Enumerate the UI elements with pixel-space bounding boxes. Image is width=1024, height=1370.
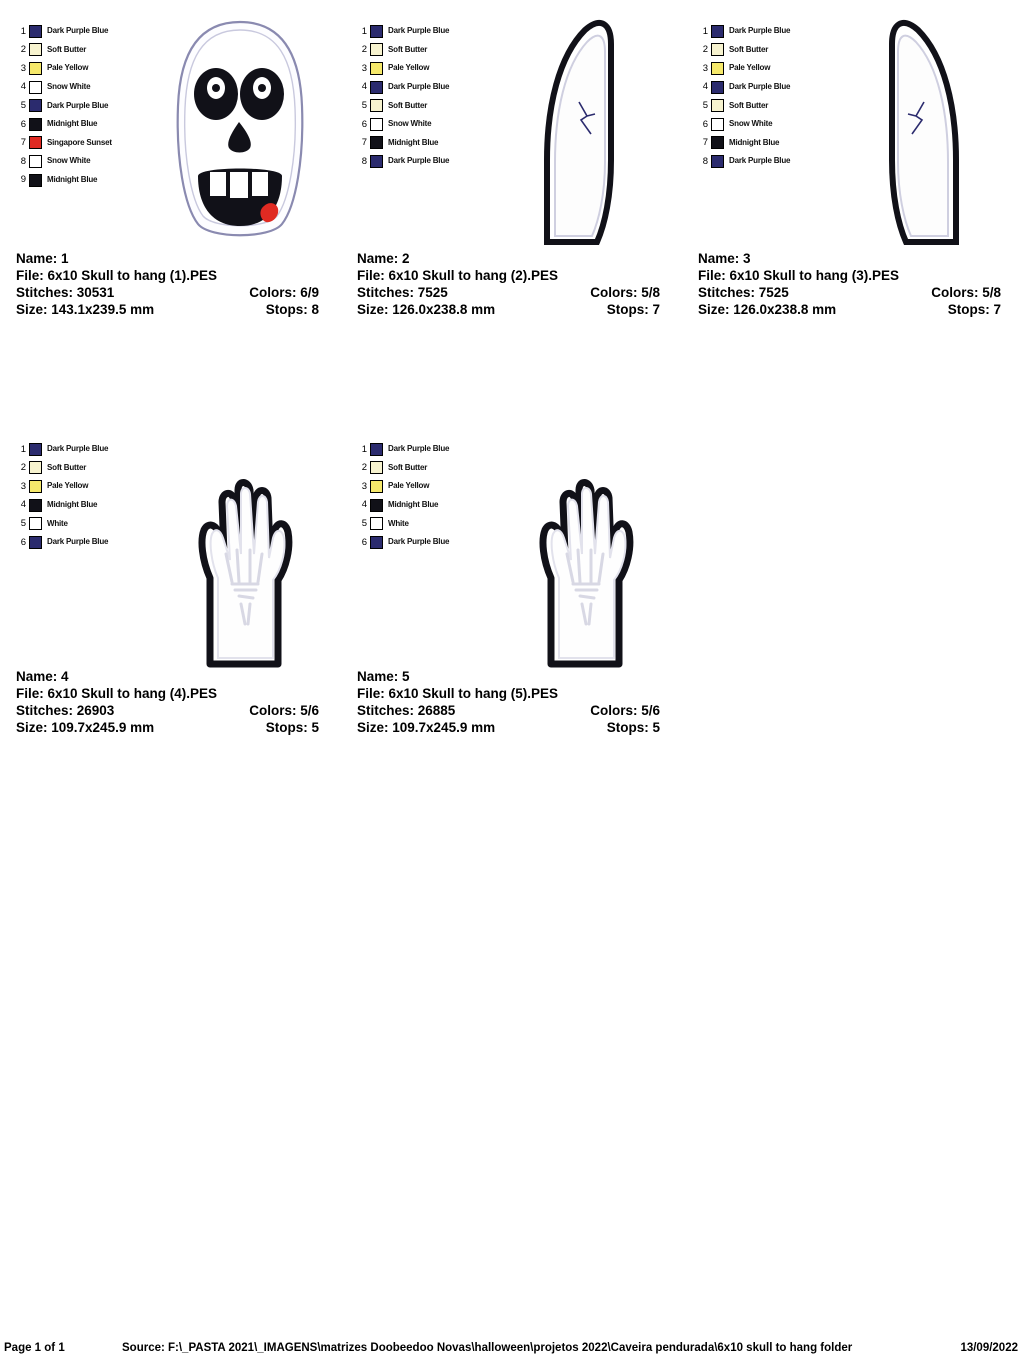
design-name-value: Name: 4 <box>16 669 69 684</box>
design-size-value: Size: 126.0x238.8 mm <box>357 302 496 317</box>
legend-color-name: Midnight Blue <box>729 137 780 147</box>
legend-index: 8 <box>20 155 26 167</box>
design-file <box>357 685 672 702</box>
legend-color-name: Dark Purple Blue <box>47 100 109 110</box>
page-footer <box>0 1342 1024 1362</box>
legend-row <box>16 496 146 515</box>
legend-row <box>16 152 146 171</box>
legend-color-name: Pale Yellow <box>388 63 430 73</box>
legend-index: 1 <box>20 25 26 37</box>
legend-color-name: Soft Butter <box>729 44 769 54</box>
legend-row <box>357 477 487 496</box>
legend-row <box>357 134 487 153</box>
design-stops: Stops: 5 <box>265 720 319 735</box>
design-stitches-value: Stitches: 7525 <box>698 285 789 300</box>
bone-artwork <box>481 10 681 250</box>
legend-index: 3 <box>20 62 26 74</box>
design-info <box>341 668 682 736</box>
design-file <box>16 267 331 284</box>
color-legend <box>698 22 828 171</box>
legend-color-name: Pale Yellow <box>47 481 89 491</box>
legend-color-name: Soft Butter <box>388 100 428 110</box>
footer-date: 13/09/2022 <box>960 1342 1018 1354</box>
design-stitches-value: Stitches: 26885 <box>357 703 456 718</box>
design-card <box>341 418 682 736</box>
legend-row <box>16 59 146 78</box>
legend-color-swatch <box>29 136 42 149</box>
design-row-1 <box>0 0 1024 318</box>
design-name-value: Name: 5 <box>357 669 410 684</box>
design-artwork-area <box>341 418 682 668</box>
legend-index: 2 <box>20 462 26 474</box>
design-name-value: Name: 3 <box>698 251 751 266</box>
legend-color-swatch <box>29 155 42 168</box>
design-colors: Colors: 5/6 <box>590 703 660 718</box>
legend-index: 2 <box>361 462 367 474</box>
legend-color-swatch <box>370 99 383 112</box>
legend-row <box>698 96 828 115</box>
legend-color-swatch <box>711 81 724 94</box>
legend-row <box>357 459 487 478</box>
legend-index: 6 <box>20 536 26 548</box>
legend-index: 1 <box>361 443 367 455</box>
legend-row <box>16 533 146 552</box>
legend-color-name: Dark Purple Blue <box>729 82 791 92</box>
design-card <box>682 0 1023 318</box>
design-name <box>698 250 1013 267</box>
legend-color-name: Snow White <box>388 119 432 129</box>
legend-color-name: Snow White <box>47 82 91 92</box>
legend-index: 4 <box>20 499 26 511</box>
legend-color-name: Dark Purple Blue <box>388 26 450 36</box>
design-name <box>16 668 331 685</box>
legend-color-name: Soft Butter <box>47 462 87 472</box>
legend-index: 6 <box>702 118 708 130</box>
legend-color-swatch <box>29 517 42 530</box>
legend-color-name: Dark Purple Blue <box>388 156 450 166</box>
design-preview <box>140 428 340 668</box>
legend-row <box>357 22 487 41</box>
legend-color-swatch <box>29 43 42 56</box>
legend-index: 4 <box>702 81 708 93</box>
design-artwork-area <box>0 0 341 250</box>
legend-color-name: Dark Purple Blue <box>388 537 450 547</box>
legend-row <box>16 22 146 41</box>
hand-artwork <box>140 428 340 668</box>
legend-color-swatch <box>370 25 383 38</box>
legend-color-swatch <box>711 155 724 168</box>
legend-color-name: Singapore Sunset <box>47 137 112 147</box>
legend-color-name: Midnight Blue <box>388 500 439 510</box>
legend-color-swatch <box>711 25 724 38</box>
design-stitches <box>16 702 331 719</box>
design-file-value: File: 6x10 Skull to hang (1).PES <box>16 268 218 283</box>
design-preview <box>140 10 340 250</box>
color-legend <box>16 22 146 189</box>
legend-color-swatch <box>29 536 42 549</box>
legend-row <box>16 134 146 153</box>
legend-index: 4 <box>361 81 367 93</box>
legend-row <box>16 78 146 97</box>
legend-color-swatch <box>29 480 42 493</box>
legend-row <box>698 41 828 60</box>
legend-row <box>16 171 146 190</box>
design-colors: Colors: 5/6 <box>249 703 319 718</box>
legend-index: 7 <box>361 137 367 149</box>
legend-color-swatch <box>711 99 724 112</box>
legend-color-name: Soft Butter <box>388 44 428 54</box>
design-stops: Stops: 8 <box>265 302 319 317</box>
design-stitches <box>698 284 1013 301</box>
design-file <box>357 267 672 284</box>
legend-color-swatch <box>370 461 383 474</box>
design-artwork-area <box>682 0 1023 250</box>
legend-color-swatch <box>370 517 383 530</box>
legend-index: 5 <box>20 99 26 111</box>
design-file-value: File: 6x10 Skull to hang (3).PES <box>698 268 900 283</box>
legend-color-swatch <box>711 136 724 149</box>
legend-color-swatch <box>711 43 724 56</box>
design-file <box>698 267 1013 284</box>
legend-color-name: Midnight Blue <box>47 175 98 185</box>
legend-color-name: Midnight Blue <box>47 500 98 510</box>
design-preview <box>822 10 1022 250</box>
color-legend <box>357 440 487 552</box>
legend-index: 1 <box>702 25 708 37</box>
legend-color-swatch <box>370 155 383 168</box>
design-size-value: Size: 109.7x245.9 mm <box>16 720 155 735</box>
design-file <box>16 685 331 702</box>
legend-index: 7 <box>702 137 708 149</box>
legend-color-name: Dark Purple Blue <box>47 444 109 454</box>
legend-color-swatch <box>370 62 383 75</box>
legend-color-swatch <box>29 174 42 187</box>
legend-index: 5 <box>361 99 367 111</box>
legend-index: 5 <box>702 99 708 111</box>
legend-index: 8 <box>702 155 708 167</box>
legend-color-name: Dark Purple Blue <box>47 537 109 547</box>
legend-color-swatch <box>711 62 724 75</box>
design-info <box>0 668 341 736</box>
design-size <box>357 301 672 318</box>
design-name <box>357 250 672 267</box>
design-row-2 <box>0 418 1024 736</box>
legend-color-swatch <box>370 81 383 94</box>
legend-index: 6 <box>20 118 26 130</box>
legend-index: 3 <box>361 62 367 74</box>
design-stitches-value: Stitches: 30531 <box>16 285 115 300</box>
design-colors: Colors: 5/8 <box>590 285 660 300</box>
legend-row <box>357 152 487 171</box>
design-info <box>341 250 682 318</box>
design-preview <box>481 428 681 668</box>
design-card <box>0 418 341 736</box>
legend-index: 1 <box>361 25 367 37</box>
design-size <box>16 719 331 736</box>
legend-color-swatch <box>711 118 724 131</box>
legend-color-name: Dark Purple Blue <box>729 26 791 36</box>
legend-index: 2 <box>702 44 708 56</box>
design-size-value: Size: 126.0x238.8 mm <box>698 302 837 317</box>
design-stitches-value: Stitches: 26903 <box>16 703 115 718</box>
design-artwork-area <box>341 0 682 250</box>
hand-artwork <box>481 428 681 668</box>
legend-row <box>357 41 487 60</box>
legend-index: 3 <box>20 480 26 492</box>
design-name <box>16 250 331 267</box>
legend-row <box>357 96 487 115</box>
legend-color-swatch <box>29 99 42 112</box>
legend-row <box>698 134 828 153</box>
skull-artwork <box>140 10 340 250</box>
legend-row <box>16 477 146 496</box>
design-stitches <box>357 702 672 719</box>
legend-row <box>16 440 146 459</box>
design-name <box>357 668 672 685</box>
design-info <box>682 250 1023 318</box>
bone-artwork <box>822 10 1022 250</box>
legend-index: 7 <box>20 137 26 149</box>
legend-row <box>16 115 146 134</box>
legend-color-name: Midnight Blue <box>47 119 98 129</box>
design-stitches <box>357 284 672 301</box>
footer-source-path: Source: F:\_PASTA 2021\_IMAGENS\matrizes Doobeedoo Novas\halloween\projetos 2022\Caveira pendurada\6x10 skull to hang folder <box>122 1342 853 1354</box>
legend-color-name: Dark Purple Blue <box>47 26 109 36</box>
design-name-value: Name: 1 <box>16 251 69 266</box>
design-size-value: Size: 143.1x239.5 mm <box>16 302 155 317</box>
design-stops: Stops: 7 <box>947 302 1001 317</box>
legend-color-swatch <box>29 443 42 456</box>
legend-index: 1 <box>20 443 26 455</box>
legend-color-swatch <box>370 480 383 493</box>
legend-color-name: Pale Yellow <box>47 63 89 73</box>
legend-index: 8 <box>361 155 367 167</box>
design-size <box>16 301 331 318</box>
legend-row <box>16 514 146 533</box>
legend-color-swatch <box>370 536 383 549</box>
legend-row <box>16 41 146 60</box>
legend-color-swatch <box>29 118 42 131</box>
legend-color-name: Pale Yellow <box>388 481 430 491</box>
legend-row <box>698 59 828 78</box>
legend-color-name: Pale Yellow <box>729 63 771 73</box>
legend-row <box>698 115 828 134</box>
legend-row <box>16 459 146 478</box>
design-stitches <box>16 284 331 301</box>
legend-index: 2 <box>361 44 367 56</box>
legend-index: 5 <box>361 517 367 529</box>
legend-color-name: White <box>47 518 68 528</box>
legend-row <box>357 78 487 97</box>
legend-color-name: Soft Butter <box>388 462 428 472</box>
design-stitches-value: Stitches: 7525 <box>357 285 448 300</box>
legend-row <box>357 533 487 552</box>
legend-color-swatch <box>29 461 42 474</box>
legend-row <box>698 78 828 97</box>
design-preview <box>481 10 681 250</box>
legend-index: 4 <box>20 81 26 93</box>
design-size <box>357 719 672 736</box>
legend-row <box>357 115 487 134</box>
legend-index: 5 <box>20 517 26 529</box>
legend-row <box>698 22 828 41</box>
legend-color-name: White <box>388 518 409 528</box>
design-file-value: File: 6x10 Skull to hang (2).PES <box>357 268 559 283</box>
design-colors: Colors: 5/8 <box>931 285 1001 300</box>
legend-color-swatch <box>370 43 383 56</box>
legend-color-swatch <box>29 62 42 75</box>
legend-row <box>357 496 487 515</box>
color-legend <box>357 22 487 171</box>
legend-row <box>698 152 828 171</box>
legend-row <box>357 514 487 533</box>
legend-color-name: Dark Purple Blue <box>729 156 791 166</box>
legend-color-name: Midnight Blue <box>388 137 439 147</box>
legend-row <box>357 59 487 78</box>
legend-color-name: Soft Butter <box>47 44 87 54</box>
design-size-value: Size: 109.7x245.9 mm <box>357 720 496 735</box>
legend-row <box>357 440 487 459</box>
legend-index: 3 <box>361 480 367 492</box>
design-size <box>698 301 1013 318</box>
design-file-value: File: 6x10 Skull to hang (4).PES <box>16 686 218 701</box>
legend-color-name: Dark Purple Blue <box>388 82 450 92</box>
design-name-value: Name: 2 <box>357 251 410 266</box>
legend-color-swatch <box>29 81 42 94</box>
legend-index: 4 <box>361 499 367 511</box>
legend-color-name: Snow White <box>729 119 773 129</box>
design-stops: Stops: 5 <box>606 720 660 735</box>
design-card <box>0 0 341 318</box>
legend-index: 2 <box>20 44 26 56</box>
design-file-value: File: 6x10 Skull to hang (5).PES <box>357 686 559 701</box>
design-info <box>0 250 341 318</box>
legend-color-swatch <box>370 443 383 456</box>
color-legend <box>16 440 146 552</box>
legend-color-name: Dark Purple Blue <box>388 444 450 454</box>
design-stops: Stops: 7 <box>606 302 660 317</box>
footer-page-number: Page 1 of 1 <box>4 1342 65 1354</box>
legend-color-swatch <box>29 25 42 38</box>
legend-color-swatch <box>29 499 42 512</box>
legend-color-name: Soft Butter <box>729 100 769 110</box>
legend-row <box>16 96 146 115</box>
design-card <box>341 0 682 318</box>
legend-color-name: Snow White <box>47 156 91 166</box>
design-colors: Colors: 6/9 <box>249 285 319 300</box>
legend-color-swatch <box>370 118 383 131</box>
legend-index: 3 <box>702 62 708 74</box>
design-artwork-area <box>0 418 341 668</box>
legend-index: 9 <box>20 174 26 186</box>
legend-index: 6 <box>361 118 367 130</box>
legend-color-swatch <box>370 136 383 149</box>
legend-color-swatch <box>370 499 383 512</box>
legend-index: 6 <box>361 536 367 548</box>
